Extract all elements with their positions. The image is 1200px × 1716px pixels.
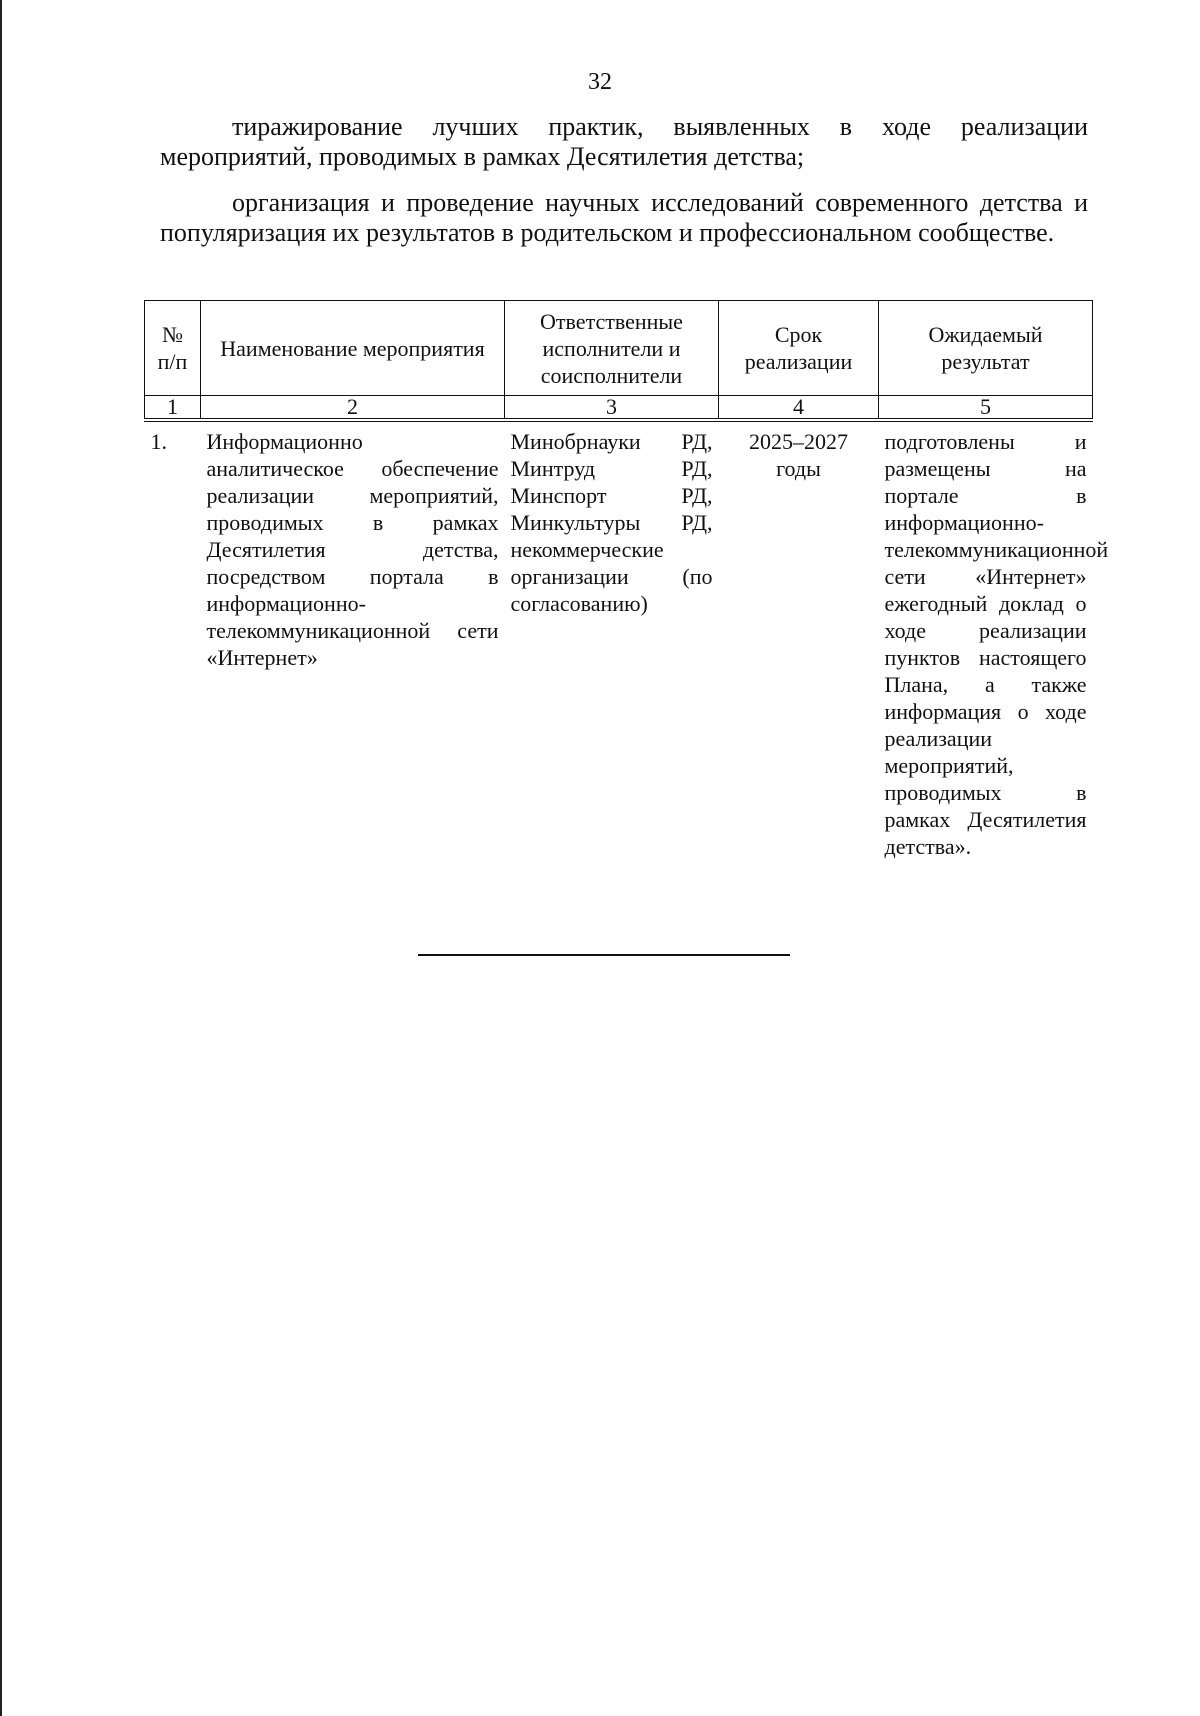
column-number: 2 (201, 396, 505, 421)
column-number: 4 (719, 396, 879, 421)
page-number: 32 (588, 69, 612, 95)
row-executors: Минобрнауки РД, Минтруд РД, Минспорт РД, Минкультуры РД, некоммерческие организации (по согласованию) (505, 420, 719, 862)
row-event-name: Информационно аналитическое обеспечение реализации мероприятий, проводимых в рамках Десятилетия детства, посредством портала в информационно-телекоммуникационной сети «Интернет» (201, 420, 505, 862)
table-row (145, 420, 1093, 862)
header-event-name: Наименование мероприятия (201, 301, 505, 396)
header-executors: Ответственные исполнители и соисполнители (505, 301, 719, 396)
column-number: 5 (879, 396, 1093, 421)
paragraph-best-practices: тиражирование лучших практик, выявленных в ходе реализации мероприятий, проводимых в рамках Десятилетия детства; (160, 112, 1088, 171)
row-number: 1. (145, 420, 201, 862)
column-number: 3 (505, 396, 719, 421)
row-term: 2025–2027 годы (719, 420, 879, 862)
table-header-row (145, 301, 1093, 396)
column-number-row (145, 396, 1093, 421)
scan-edge (0, 0, 2, 1716)
action-plan-table (144, 300, 1109, 862)
header-term: Срок реализации (719, 301, 879, 396)
column-number: 1 (145, 396, 201, 421)
paragraph-research: организация и проведение научных исследований современного детства и популяризация их результатов в родительском и профессиональном сообществе. (160, 188, 1088, 247)
header-expected-result: Ожидаемый результат (879, 301, 1093, 396)
end-of-document-rule (418, 954, 790, 956)
row-expected-result: подготовлены и размещены на портале в информационно-телекоммуникационной сети «Интернет» ежегодный доклад о ходе реализации пунктов настоящего Плана, а также информация о ходе реализации мероприятий, проводимых в рамках Десятилетия детства». (879, 420, 1093, 862)
header-number: № п/п (145, 301, 201, 396)
